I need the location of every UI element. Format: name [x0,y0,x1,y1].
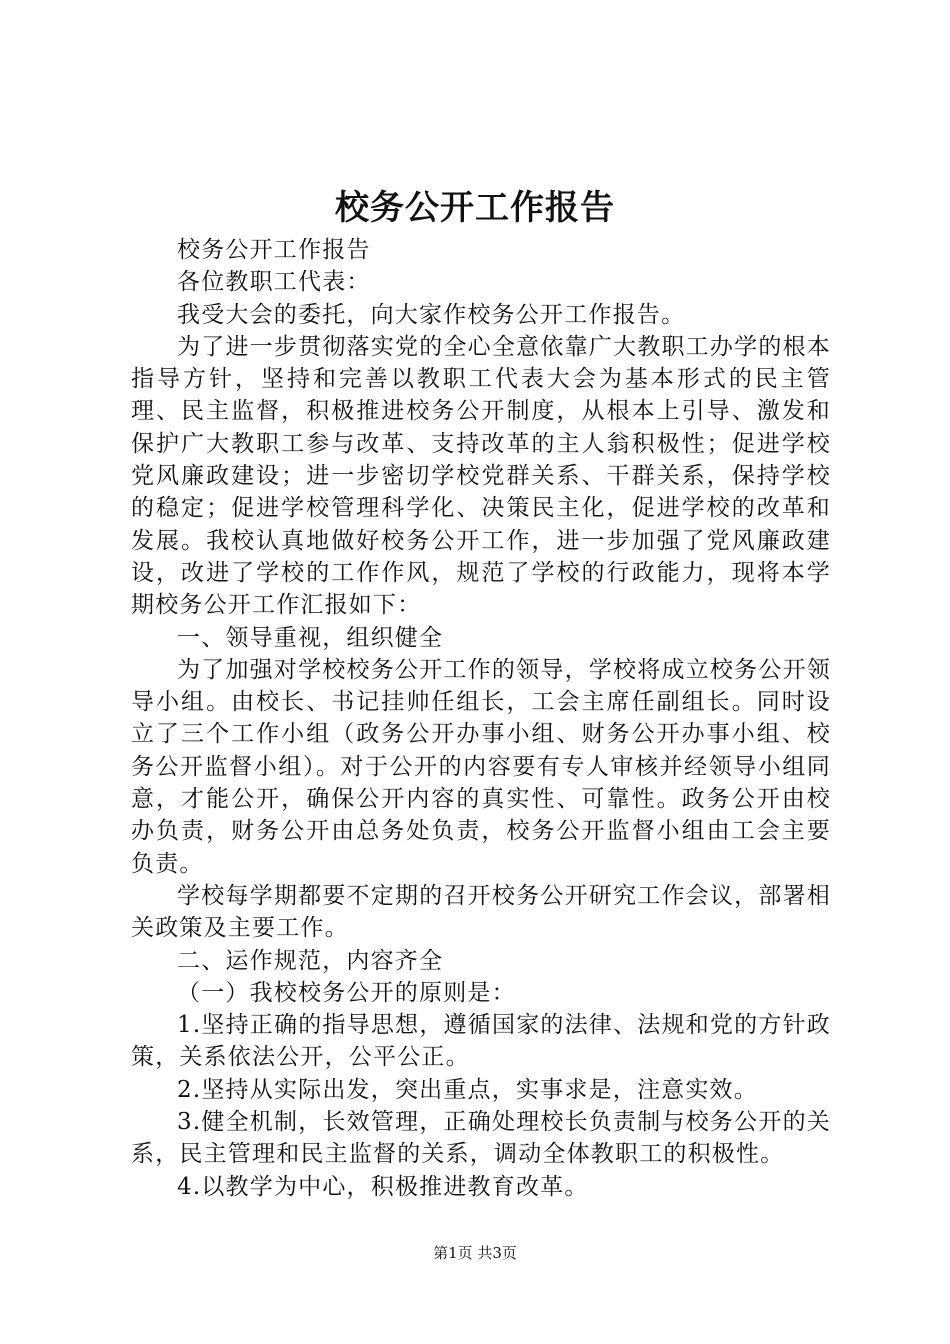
list-item-principle-4: 4.以教学为中心，积极推进教育改革。 [177,1173,589,1200]
paragraph-intro: 为了进一步贯彻落实党的全心全意依靠广大教职工办学的根本指导方针，坚持和完善以教职工代表大会为基本形式的民主管理、民主监督，积极推进校务公开制度，从根本上引导、激发和保护广大教职工参与改革、支持改革的主人翁积极性；促进学校党风廉政建设；进一步密切学校党群关系、干群关系，保持学校的稳定；促进学校管理科学化、决策民主化，促进学校的改革和发展。我校认真地做好校务公开工作，进一步加强了党风廉政建设，改进了学校的工作作风，规范了学校的行政能力，现将本学期校务公开工作汇报如下： [131,333,831,619]
page-footer: 第1页 共3页 [433,1244,517,1262]
paragraph-salutation: 各位教职工代表： [177,269,371,296]
section-heading-2: 二、运作规范，内容齐全 [177,947,444,974]
paragraph-meetings: 学校每学期都要不定期的召开校务公开研究工作会议，部署相关政策及主要工作。 [131,882,831,942]
list-item-principle-3: 3.健全机制，长效管理，正确处理校长负责制与校务公开的关系，民主管理和民主监督的关系，调动全体教职工的积极性。 [131,1109,831,1168]
paragraph-subtitle: 校务公开工作报告 [177,237,371,263]
subsection-heading-principles: （一）我校校务公开的原则是： [177,979,516,1006]
section-heading-1: 一、领导重视，组织健全 [177,624,444,651]
document-title: 校务公开工作报告 [335,188,615,228]
list-item-principle-2: 2.坚持从实际出发，突出重点，实事求是，注意实效。 [177,1076,758,1103]
paragraph-leadership: 为了加强对学校校务公开工作的领导，学校将成立校务公开领导小组。由校长、书记挂帅任组长，工会主席任副组长。同时设立了三个工作小组（政务公开办事小组、财务公开办事小组、校务公开监督小组）。对于公开的内容要有专人审核并经领导小组同意，才能公开，确保公开内容的真实性、可靠性。政务公开由校办负责，财务公开由总务处负责，校务公开监督小组由工会主要负责。 [131,656,831,877]
list-item-principle-1: 1.坚持正确的指导思想，遵循国家的法律、法规和党的方针政策，关系依法公开，公平公正。 [131,1012,831,1071]
document-body [131,234,831,1203]
paragraph-opening: 我受大会的委托，向大家作校务公开工作报告。 [177,301,686,328]
